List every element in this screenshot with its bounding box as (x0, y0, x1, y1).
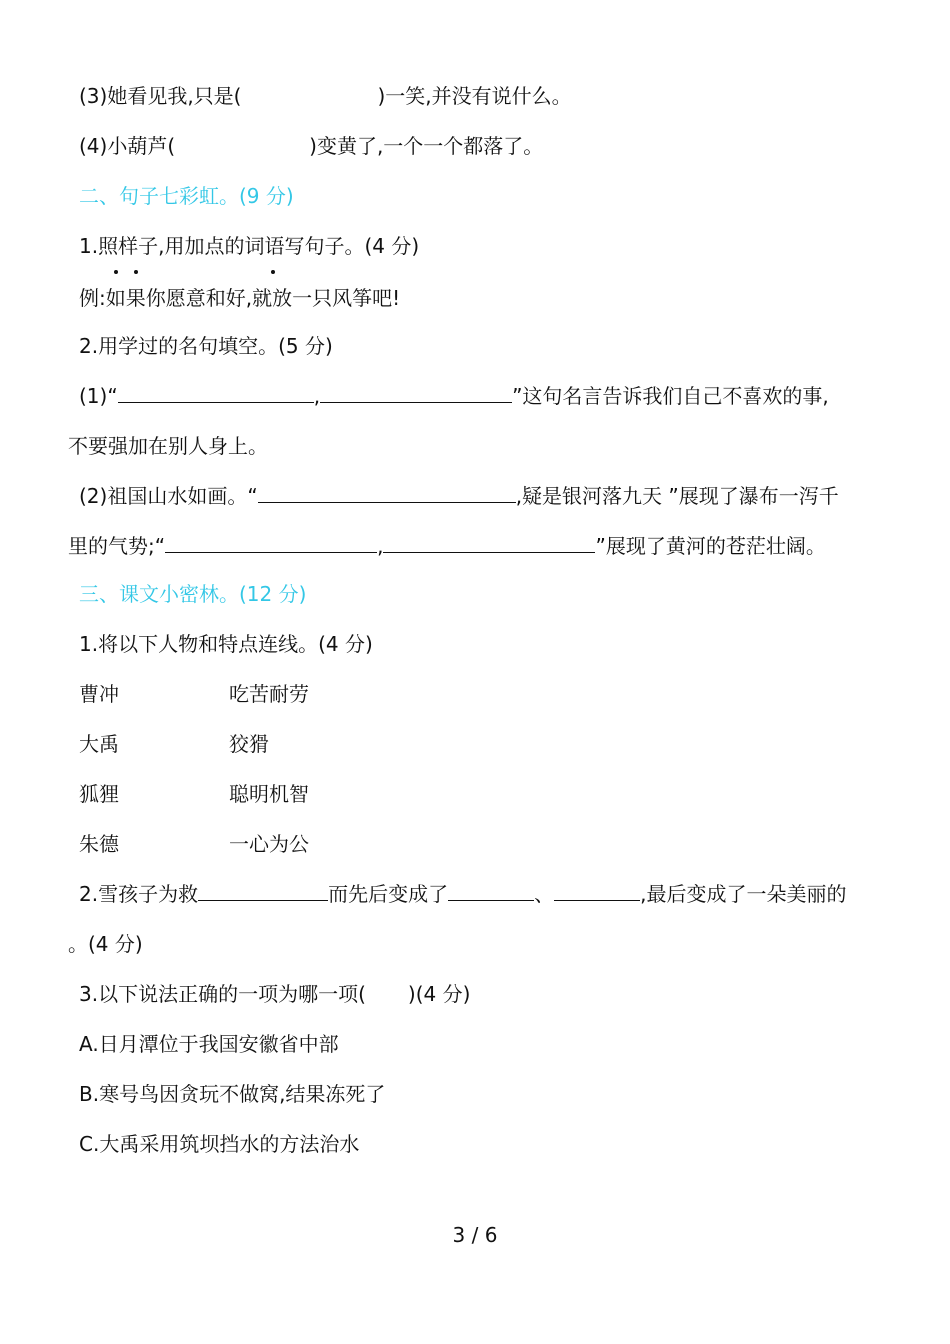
section-3-title: 三、课文小密林。(12 分) (79, 582, 307, 606)
q2-start: 2.雪孩子为救 (79, 882, 199, 906)
section-2-q2-title: 2.用学过的名句填空。(5 分) (79, 334, 333, 358)
q2-1-blank-2[interactable] (320, 384, 512, 403)
page-number: 3 / 6 (452, 1223, 498, 1247)
q2-2-blank-2[interactable] (165, 534, 377, 553)
q2-1-end: ”这句名言告诉我们自己不喜欢的事, (512, 384, 829, 408)
matching-trait[interactable]: 一心为公 (229, 832, 309, 856)
q4-text-after: )变黄了,一个一个都落了。 (309, 134, 544, 158)
matching-row (79, 732, 119, 756)
emphasis-dot (271, 270, 275, 274)
emphasis-dot (114, 270, 118, 274)
q2-1-comma: , (313, 384, 321, 408)
matching-person[interactable]: 大禹 (79, 732, 119, 756)
q2-blank-3[interactable] (554, 882, 640, 901)
question-4-fill-in (79, 134, 543, 158)
section-2-q1-title: 1.照样子,用加点的词语写句子。(4 分) (79, 234, 420, 258)
q2-1-blank-1[interactable] (118, 384, 314, 403)
q2-mid2: ,最后变成了一朵美丽的 (640, 882, 847, 906)
q2-2-cont-start: 里的气势;“ (68, 534, 166, 558)
q2-2-start: (2)祖国山水如画。“ (79, 484, 258, 508)
matching-person[interactable]: 曹冲 (79, 682, 119, 706)
emphasis-dots (0, 266, 300, 276)
section-2-q2-2 (79, 484, 839, 508)
emphasis-dot (134, 270, 138, 274)
q2-2-blank-3[interactable] (383, 534, 595, 553)
matching-trait[interactable]: 聪明机智 (229, 782, 309, 806)
section-2-q1-example: 例:如果你愿意和好,就放一只风筝吧! (79, 286, 401, 310)
q2-sep: 、 (534, 882, 555, 906)
q4-text-before: (4)小葫芦( (79, 134, 176, 158)
matching-row (79, 682, 119, 706)
q2-mid1: 而先后变成了 (328, 882, 449, 906)
q2-2-end: ”展现了黄河的苍茫壮阔。 (595, 534, 826, 558)
q2-2-comma: , (377, 534, 384, 558)
section-3-q1-title: 1.将以下人物和特点连线。(4 分) (79, 632, 373, 656)
section-3-q3-title (79, 982, 470, 1006)
matching-trait[interactable]: 吃苦耐劳 (229, 682, 309, 706)
q3-title-start: 3.以下说法正确的一项为哪一项( (79, 982, 366, 1006)
q2-2-mid: ,疑是银河落九天 ”展现了瀑布一泻千 (515, 484, 839, 508)
matching-row (79, 832, 119, 856)
option-b[interactable]: B.寒号鸟因贪玩不做窝,结果冻死了 (79, 1082, 386, 1106)
q3-title-end: )(4 分) (407, 982, 471, 1006)
matching-person[interactable]: 朱德 (79, 832, 119, 856)
question-3-fill-in (79, 84, 572, 108)
q3-text-before: (3)她看见我,只是( (79, 84, 242, 108)
section-2-q2-1 (79, 384, 829, 408)
q2-blank-1[interactable] (198, 882, 328, 901)
q3-text-after: )一笑,并没有说什么。 (377, 84, 572, 108)
option-c[interactable]: C.大禹采用筑坝挡水的方法治水 (79, 1132, 360, 1156)
section-2-title: 二、句子七彩虹。(9 分) (79, 184, 294, 208)
matching-person[interactable]: 狐狸 (79, 782, 119, 806)
section-3-q2-continued: 。(4 分) (68, 932, 143, 956)
q2-2-blank-1[interactable] (258, 484, 516, 503)
section-2-q2-1-continued: 不要强加在别人身上。 (68, 434, 268, 458)
q2-blank-2[interactable] (448, 882, 534, 901)
section-2-q2-2-continued (68, 534, 826, 558)
matching-row (79, 782, 119, 806)
q2-1-start: (1)“ (79, 384, 118, 408)
section-3-q2 (79, 882, 846, 906)
option-a[interactable]: A.日月潭位于我国安徽省中部 (79, 1032, 339, 1056)
matching-trait[interactable]: 狡猾 (229, 732, 269, 756)
